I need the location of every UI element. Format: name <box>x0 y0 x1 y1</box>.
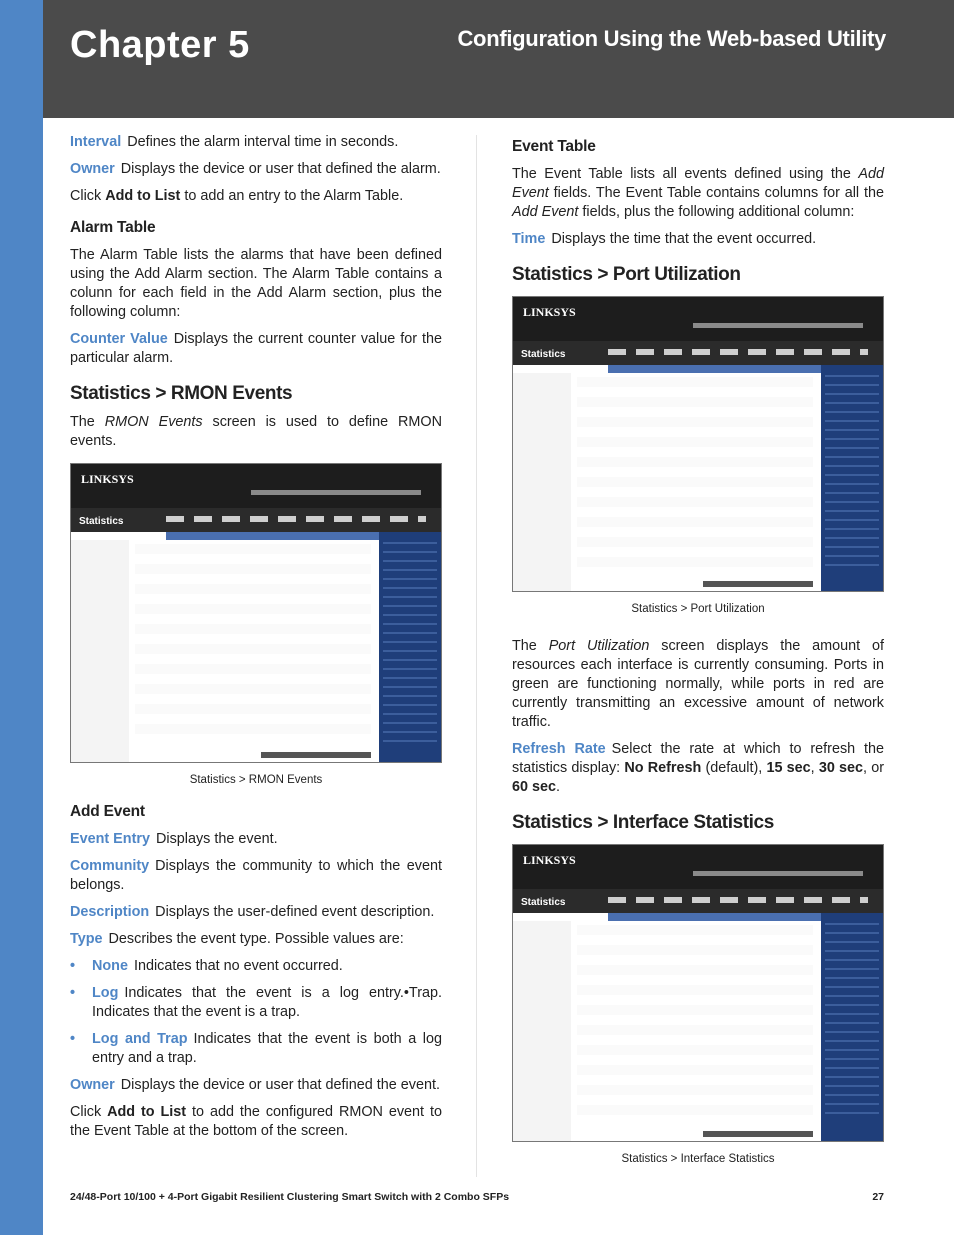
list-item: • Log Indicates that the event is a log entry.•Trap. Indicates that the event is a trap. <box>70 985 442 1020</box>
owner-event-term: Owner <box>70 1077 115 1093</box>
counter-value-definition: Counter Value Displays the current counter value for the particular alarm. <box>70 331 442 366</box>
interface-statistics-heading: Statistics > Interface Statistics <box>512 812 774 833</box>
bullet-icon: • <box>70 985 76 1001</box>
list-item: • Log and Trap Indicates that the event is both a log entry and a trap. <box>70 1031 443 1066</box>
refresh-rate-definition: Refresh Rate Select the rate at which to refresh the statistics display: No Refresh (default), 15 sec, 30 sec, or 60 sec. <box>512 741 885 795</box>
port-utilization-screenshot <box>512 296 884 592</box>
add-to-list-instruction: Click Add to List to add an entry to the Alarm Table. <box>70 188 404 204</box>
owner-event-definition: Owner Displays the device or user that defined the event. <box>70 1077 440 1093</box>
nav-label: Statistics <box>79 516 124 527</box>
rmon-events-caption: Statistics > RMON Events <box>189 774 323 786</box>
cisco-logo <box>841 579 871 587</box>
event-entry-definition: Event Entry Displays the event. <box>70 831 278 847</box>
chapter-title: Chapter 5 <box>70 24 250 66</box>
port-utilization-paragraph: The Port Utilization screen displays the amount of resources each interface is currently consuming. Ports in green are functioning normally, while ports in red are currently transmitting an excessive amount of network traffic. <box>512 638 884 730</box>
owner-definition: Owner Displays the device or user that defined the alarm. <box>70 161 441 177</box>
rmon-events-screenshot <box>70 463 442 763</box>
owner-term: Owner <box>70 161 115 177</box>
interval-term: Interval <box>70 134 122 150</box>
bullet-icon: • <box>70 1031 76 1047</box>
header-title: Configuration Using the Web-based Utility <box>457 26 886 51</box>
counter-value-term: Counter Value <box>70 331 168 347</box>
linksys-logo: LINKSYS <box>523 853 576 867</box>
time-definition: Time Displays the time that the event occurred. <box>512 231 817 247</box>
alarm-table-paragraph: The Alarm Table lists the alarms that have been defined using the Add Alarm section. The Alarm Table contains a colunn for each field in the Add Alarm section, plus the following column: <box>70 247 442 320</box>
linksys-logo: LINKSYS <box>81 472 134 486</box>
bullet-icon: • <box>70 958 76 974</box>
type-definition: Type Describes the event type. Possible values are: <box>70 931 404 947</box>
community-term: Community <box>70 858 150 874</box>
nav-label: Statistics <box>521 349 566 360</box>
cisco-logo <box>841 1129 871 1137</box>
rmon-intro: The RMON Events screen is used to define RMON events. <box>70 414 442 449</box>
type-term: Type <box>70 931 103 947</box>
rmon-events-heading: Statistics > RMON Events <box>70 383 293 404</box>
community-definition: Community Displays the community to which the event belongs. <box>70 858 442 893</box>
event-table-heading: Event Table <box>512 138 596 155</box>
refresh-rate-term: Refresh Rate <box>512 741 606 757</box>
alarm-table-heading: Alarm Table <box>70 219 156 236</box>
left-column <box>70 133 442 1149</box>
port-utilization-heading: Statistics > Port Utilization <box>512 264 741 285</box>
event-table-paragraph: The Event Table lists all events defined using the Add Event fields. The Event Table contains columns for all the Add Event fields, plus the following additional column: <box>512 166 884 220</box>
cisco-logo <box>399 750 429 758</box>
right-column <box>512 133 884 1181</box>
description-definition: Description Displays the user-defined event description. <box>70 904 435 920</box>
nav-label: Statistics <box>521 897 566 908</box>
list-item: • None Indicates that no event occurred. <box>70 958 343 974</box>
add-event-heading: Add Event <box>70 803 145 820</box>
interface-statistics-caption: Statistics > Interface Statistics <box>621 1153 775 1165</box>
footer-product: 24/48-Port 10/100 + 4-Port Gigabit Resilient Clustering Smart Switch with 2 Combo SFPs <box>70 1191 510 1203</box>
description-term: Description <box>70 904 150 920</box>
page-number: 27 <box>872 1191 884 1203</box>
interface-statistics-screenshot <box>512 844 884 1142</box>
port-utilization-caption: Statistics > Port Utilization <box>631 603 765 615</box>
side-color-bar <box>0 0 43 1235</box>
linksys-logo: LINKSYS <box>523 305 576 319</box>
event-entry-term: Event Entry <box>70 831 150 847</box>
add-event-instruction: Click Add to List to add the configured RMON event to the Event Table at the bottom of the screen. <box>70 1104 442 1139</box>
interval-definition: Interval Defines the alarm interval time in seconds. <box>70 134 399 150</box>
column-divider <box>476 135 477 1177</box>
time-term: Time <box>512 231 546 247</box>
